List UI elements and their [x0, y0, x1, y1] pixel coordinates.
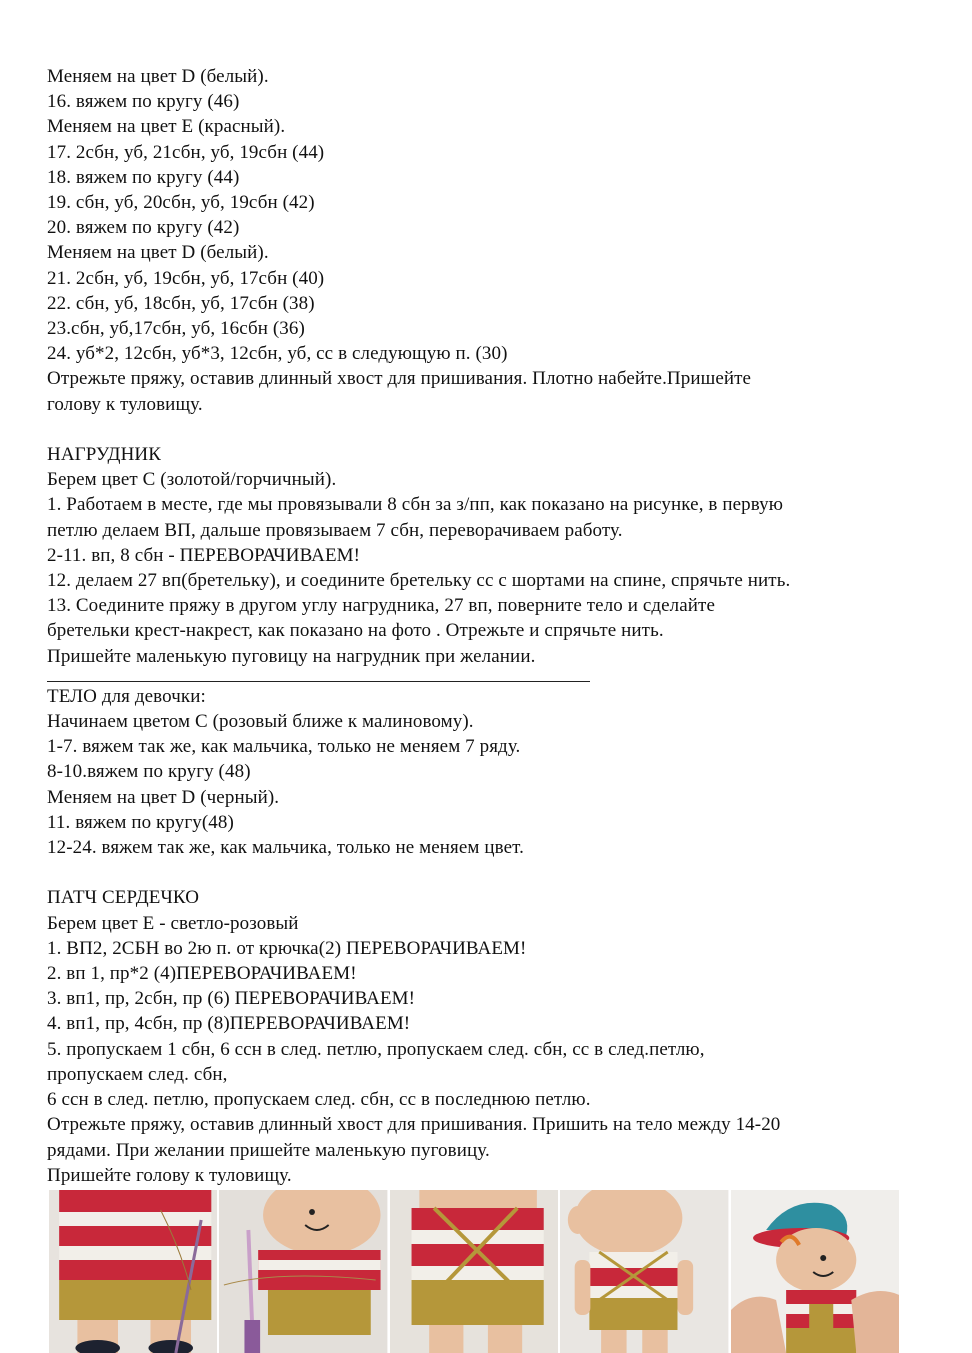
photo-back-view — [560, 1190, 728, 1353]
text-line: Берем цвет Е - светло-розовый — [47, 912, 299, 934]
separator-line — [47, 669, 590, 682]
section-girl-body — [47, 684, 947, 860]
text-line: 5. пропускаем 1 сбн, 6 ссн в след. петлю, пропускаем след. сбн, сс в след.петлю, — [47, 1038, 705, 1060]
photo-body-closeup-image — [49, 1190, 217, 1353]
section-title-heart-patch: ПАТЧ СЕРДЕЧКО — [47, 887, 200, 909]
text-line: 20. вяжем по кругу (42) — [47, 217, 240, 239]
text-line: 12. делаем 27 вп(бретельку), и соедините бретельку сс с шортами на спине, спрячьте нить. — [47, 570, 791, 592]
text-line: 11. вяжем по кругу(48) — [47, 811, 234, 833]
text-line: 22. сбн, уб, 18сбн, уб, 17сбн (38) — [47, 292, 315, 314]
section-bib — [47, 442, 947, 669]
text-line: 12-24. вяжем так же, как мальчика, только не меняем цвет. — [47, 837, 524, 859]
section-title-girl-body: ТЕЛО для девочки: — [47, 685, 206, 707]
text-line: Пришейте голову к туловищу. — [47, 1164, 292, 1186]
spacer — [47, 417, 947, 442]
text-line: 24. уб*2, 12сбн, уб*3, 12сбн, уб, сс в следующую п. (30) — [47, 343, 508, 365]
text-line: Меняем на цвет D (черный). — [47, 786, 280, 808]
photo-head-hook — [219, 1190, 387, 1353]
text-line: голову к туловищу. — [47, 393, 203, 415]
section-head-finish — [47, 64, 947, 417]
text-line: 3. вп1, пр, 2сбн, пр (6) ПЕРЕВОРАЧИВАЕМ! — [47, 988, 416, 1010]
photo-back-view-image — [560, 1190, 728, 1353]
text-line: Отрежьте пряжу, оставив длинный хвост для пришивания. Пришить на тело между 14-20 — [47, 1114, 781, 1136]
photo-finished-doll — [731, 1190, 899, 1353]
text-line: 23.сбн, уб,17сбн, уб, 16сбн (36) — [47, 318, 305, 340]
text-line: 21. 2сбн, уб, 19сбн, уб, 17сбн (40) — [47, 267, 325, 289]
text-line: 1. ВП2, 2СБН во 2ю п. от крючка(2) ПЕРЕВОРАЧИВАЕМ! — [47, 937, 527, 959]
text-line: 8-10.вяжем по кругу (48) — [47, 761, 251, 783]
text-line: Отрежьте пряжу, оставив длинный хвост для пришивания. Плотно набейте.Пришейте — [47, 368, 752, 390]
text-line: 6 ссн в след. петлю, пропускаем след. сбн, сс в последнюю петлю. — [47, 1089, 591, 1111]
text-line: Пришейте маленькую пуговицу на нагрудник при желании. — [47, 645, 536, 667]
text-line: Начинаем цветом С (розовый ближе к малиновому). — [47, 711, 474, 733]
text-line: 1-7. вяжем так же, как мальчика, только не меняем 7 ряду. — [47, 736, 521, 758]
text-line: рядами. При желании пришейте маленькую пуговицу. — [47, 1139, 490, 1161]
photo-body-closeup — [49, 1190, 217, 1353]
text-line: 2. вп 1, пр*2 (4)ПЕРЕВОРАЧИВАЕМ! — [47, 963, 357, 985]
photo-straps-image — [390, 1190, 558, 1353]
text-line: 17. 2сбн, уб, 21сбн, уб, 19сбн (44) — [47, 141, 325, 163]
text-line: петлю делаем ВП, дальше провязываем 7 сбн, переворачиваем работу. — [47, 519, 623, 541]
document-body — [47, 64, 947, 1188]
text-line: 19. сбн, уб, 20сбн, уб, 19сбн (42) — [47, 192, 315, 214]
text-line: 1. Работаем в месте, где мы провязывали 8 сбн за з/пп, как показано на рисунке, в первую — [47, 494, 784, 516]
text-line: Берем цвет С (золотой/горчичный). — [47, 469, 337, 491]
text-line: 4. вп1, пр, 4сбн, пр (8)ПЕРЕВОРАЧИВАЕМ! — [47, 1013, 411, 1035]
text-line: пропускаем след. сбн, — [47, 1063, 228, 1085]
section-heart-patch — [47, 885, 947, 1187]
photo-head-hook-image — [219, 1190, 387, 1353]
photo-strip — [49, 1190, 899, 1353]
section-title-bib: НАГРУДНИК — [47, 444, 162, 466]
text-line: 13. Соедините пряжу в другом углу нагрудника, 27 вп, поверните тело и сделайте — [47, 595, 715, 617]
text-line: 18. вяжем по кругу (44) — [47, 166, 240, 188]
photo-straps — [390, 1190, 558, 1353]
text-line: Меняем на цвет D (белый). — [47, 66, 269, 87]
spacer — [47, 860, 947, 885]
text-line: 2-11. вп, 8 сбн - ПЕРЕВОРАЧИВАЕМ! — [47, 544, 361, 566]
text-line: бретельки крест-накрест, как показано на фото . Отрежьте и спрячьте нить. — [47, 620, 664, 642]
text-line: Меняем на цвет D (белый). — [47, 242, 269, 264]
photo-finished-doll-image — [731, 1190, 899, 1353]
text-line: 16. вяжем по кругу (46) — [47, 91, 240, 113]
text-line: Меняем на цвет E (красный). — [47, 116, 286, 138]
